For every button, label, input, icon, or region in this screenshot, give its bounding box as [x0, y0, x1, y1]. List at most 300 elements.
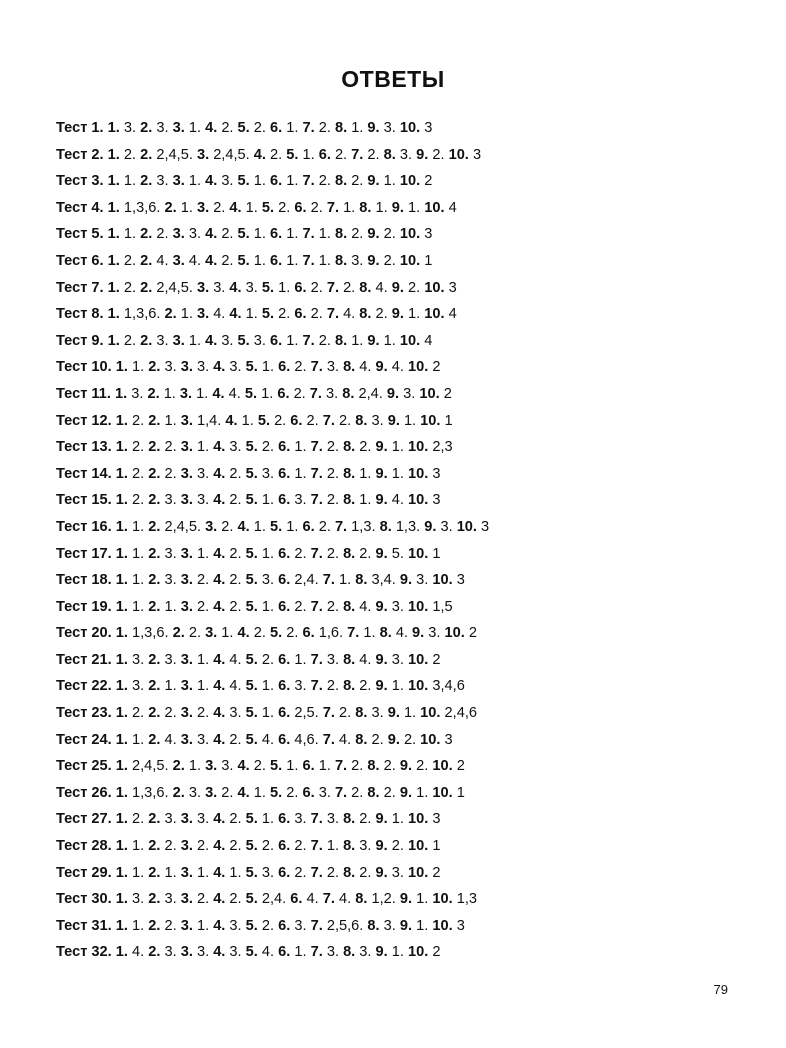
question-number: 1.: [115, 412, 128, 429]
question-number: 10.: [408, 439, 429, 456]
question-number: 5.: [245, 545, 258, 562]
question-number: 6.: [278, 705, 291, 722]
question-number: 3.: [205, 758, 218, 775]
answer-value: 2: [424, 173, 433, 190]
question-number: 2.: [140, 332, 153, 349]
question-number: 3.: [180, 705, 193, 722]
answer-value: 3.: [156, 120, 169, 136]
answer-value: 1.: [164, 412, 177, 429]
answer-value: 2: [432, 944, 441, 961]
answer-value: 3.: [326, 811, 339, 828]
question-number: 4.: [213, 864, 226, 881]
question-number: 10.: [420, 731, 441, 748]
answer-row: [56, 144, 756, 171]
question-number: 8.: [343, 465, 356, 482]
answer-value: 2: [443, 385, 452, 402]
question-number: 6.: [278, 359, 291, 376]
question-number: 5.: [237, 173, 250, 190]
question-number: 6.: [278, 651, 291, 668]
question-number: 6.: [302, 625, 315, 642]
answer-value: 4.: [156, 252, 169, 269]
question-number: 9.: [391, 199, 404, 216]
answer-value: 2.: [132, 811, 145, 828]
answer-row: [56, 702, 756, 729]
answer-value: 1.: [188, 332, 202, 349]
answer-value: 2.: [383, 784, 396, 801]
question-number: 3.: [172, 332, 185, 349]
question-number: 7.: [322, 731, 335, 748]
answer-value: 3.: [188, 784, 201, 801]
question-number: 5.: [245, 651, 258, 668]
answer-value: 5.: [391, 545, 404, 562]
answer-row: [56, 543, 756, 570]
answer-value: 2.: [164, 439, 177, 456]
answer-value: 3.: [261, 465, 275, 482]
question-number: 4.: [229, 306, 242, 323]
test-label: Тест 11.: [56, 385, 111, 402]
question-number: 6.: [318, 146, 331, 163]
question-number: 7.: [322, 705, 335, 722]
question-number: 4.: [205, 173, 218, 190]
question-number: 7.: [351, 146, 364, 163]
question-number: 9.: [387, 731, 400, 748]
question-number: 2.: [140, 173, 153, 190]
answer-value: 1.: [359, 492, 372, 509]
answer-value: 1.: [383, 332, 396, 349]
answer-value: 2,5.: [294, 705, 319, 722]
answer-value: 2: [432, 359, 441, 376]
answer-value: 1.: [180, 306, 193, 323]
test-label: Тест 25.: [56, 758, 112, 775]
answer-value: 1.: [343, 199, 356, 216]
answer-value: 2,4,6: [444, 705, 477, 722]
test-label: Тест 21.: [56, 651, 112, 668]
answer-value: 2.: [196, 705, 210, 722]
question-number: 3.: [205, 784, 218, 801]
question-number: 8.: [355, 572, 368, 589]
answer-value: 2.: [371, 731, 384, 748]
answer-value: 2.: [196, 838, 210, 855]
question-number: 8.: [359, 306, 372, 323]
question-number: 3.: [172, 226, 185, 243]
answer-value: 2.: [383, 226, 396, 243]
answer-value: 2.: [132, 439, 145, 456]
answer-value: 2.: [359, 864, 372, 881]
answer-value: 2,4.: [358, 385, 383, 402]
answer-value: 3.: [164, 944, 177, 961]
question-number: 1.: [115, 705, 128, 722]
answer-value: 2,4.: [261, 891, 287, 908]
question-number: 8.: [359, 199, 372, 216]
question-number: 9.: [367, 173, 380, 190]
question-number: 7.: [302, 226, 315, 243]
question-number: 7.: [310, 598, 323, 615]
question-number: 6.: [302, 758, 315, 775]
answer-value: 3.: [383, 120, 396, 136]
question-number: 5.: [261, 199, 275, 216]
answer-value: 3.: [164, 572, 177, 589]
answer-row: [56, 569, 756, 596]
answer-value: 2,4.: [294, 572, 319, 589]
question-number: 5.: [245, 944, 258, 961]
answers-list: [56, 117, 756, 968]
question-number: 7.: [326, 199, 339, 216]
question-number: 5.: [237, 226, 250, 243]
answer-value: 1.: [261, 811, 275, 828]
question-number: 4.: [213, 678, 226, 695]
question-number: 10.: [432, 784, 453, 801]
answer-value: 3: [432, 811, 441, 828]
question-number: 6.: [294, 279, 307, 296]
answer-value: 1.: [351, 120, 364, 136]
question-number: 5.: [245, 492, 258, 509]
question-number: 2.: [140, 226, 153, 243]
answer-value: 2.: [293, 385, 306, 402]
question-number: 5.: [245, 705, 258, 722]
question-number: 1.: [107, 279, 120, 296]
answer-value: 3.: [391, 598, 404, 615]
answer-value: 3.: [229, 705, 242, 722]
answer-row: [56, 835, 756, 862]
answer-value: 1.: [318, 226, 331, 243]
answer-value: 3: [481, 518, 490, 535]
answer-value: 1.: [132, 917, 145, 934]
answer-value: 3.: [229, 439, 242, 456]
question-number: 8.: [343, 838, 356, 855]
answer-value: 2.: [339, 705, 352, 722]
question-number: 9.: [399, 784, 413, 801]
answer-value: 1.: [188, 120, 202, 136]
answer-value: 1.: [123, 226, 137, 243]
question-number: 8.: [367, 784, 380, 801]
question-number: 5.: [245, 864, 258, 881]
answer-value: 3: [432, 492, 441, 509]
answer-value: 1,3.: [351, 518, 376, 535]
question-number: 8.: [355, 891, 368, 908]
question-number: 10.: [408, 359, 429, 376]
answer-row: [56, 675, 756, 702]
question-number: 1.: [115, 465, 128, 482]
question-number: 8.: [343, 864, 356, 881]
answer-row: [56, 383, 756, 410]
question-number: 2.: [148, 838, 161, 855]
question-number: 5.: [270, 758, 283, 775]
answer-value: 3.: [221, 332, 234, 349]
question-number: 4.: [213, 811, 226, 828]
answer-value: 3.: [164, 545, 177, 562]
question-number: 2.: [148, 731, 161, 748]
answer-value: 3.: [326, 385, 339, 402]
question-number: 6.: [294, 199, 307, 216]
question-number: 5.: [245, 572, 258, 589]
question-number: 9.: [367, 226, 380, 243]
question-number: 1.: [115, 359, 128, 376]
answer-value: 1.: [261, 705, 275, 722]
question-number: 4.: [213, 598, 226, 615]
answer-value: 1.: [286, 332, 299, 349]
question-number: 3.: [180, 545, 193, 562]
answer-value: 3,4.: [371, 572, 396, 589]
answer-value: 1.: [278, 279, 291, 296]
answer-value: 1.: [261, 678, 275, 695]
test-label: Тест 30.: [56, 891, 112, 908]
answer-value: 2.: [318, 332, 331, 349]
answer-value: 3: [432, 465, 441, 482]
question-number: 6.: [270, 252, 283, 269]
question-number: 2.: [164, 199, 177, 216]
test-label: Тест 20.: [56, 625, 112, 642]
answer-value: 1.: [294, 439, 307, 456]
question-number: 8.: [334, 120, 348, 136]
answer-value: 2.: [310, 306, 323, 323]
question-number: 2.: [148, 359, 161, 376]
test-label: Тест 13.: [56, 439, 112, 456]
question-number: 5.: [245, 678, 258, 695]
question-number: 2.: [148, 412, 161, 429]
question-number: 10.: [399, 226, 421, 243]
question-number: 1.: [115, 838, 128, 855]
answer-value: 1.: [261, 492, 275, 509]
answer-value: 3.: [351, 252, 364, 269]
question-number: 2.: [147, 385, 160, 402]
answer-value: 1: [424, 252, 433, 269]
question-number: 9.: [375, 838, 388, 855]
question-number: 9.: [375, 492, 388, 509]
test-label: Тест 4.: [56, 199, 104, 216]
answer-value: 3.: [156, 332, 169, 349]
question-number: 3.: [172, 173, 185, 190]
question-number: 8.: [367, 758, 380, 775]
answer-value: 3.: [196, 944, 210, 961]
answer-row: [56, 649, 756, 676]
answer-value: 1.: [286, 518, 299, 535]
question-number: 2.: [172, 625, 185, 642]
answer-value: 1: [444, 412, 453, 429]
question-number: 10.: [408, 678, 429, 695]
question-number: 3.: [172, 120, 185, 136]
answer-value: 3.: [359, 944, 372, 961]
answer-value: 3.: [261, 572, 275, 589]
answer-value: 1.: [261, 545, 275, 562]
question-number: 3.: [180, 678, 193, 695]
answer-value: 2.: [278, 199, 291, 216]
question-number: 8.: [343, 811, 356, 828]
answer-value: 2.: [318, 173, 331, 190]
answer-value: 2.: [326, 864, 339, 881]
answer-value: 1,4.: [196, 412, 222, 429]
question-number: 2.: [148, 492, 161, 509]
answer-value: 2.: [306, 412, 319, 429]
question-number: 1.: [115, 492, 128, 509]
question-number: 10.: [408, 598, 429, 615]
answer-value: 2.: [261, 439, 275, 456]
answer-value: 3: [456, 572, 465, 589]
answer-value: 4.: [359, 651, 372, 668]
answer-value: 3: [444, 731, 453, 748]
question-number: 2.: [172, 784, 185, 801]
answer-value: 2.: [164, 705, 177, 722]
answer-value: 1.: [253, 252, 266, 269]
question-number: 9.: [375, 465, 388, 482]
answer-value: 4.: [188, 252, 202, 269]
answer-value: 2.: [253, 758, 266, 775]
answer-value: 1.: [408, 306, 421, 323]
answer-row: [56, 729, 756, 756]
question-number: 1.: [115, 545, 128, 562]
question-number: 1.: [107, 146, 120, 163]
question-number: 1.: [115, 678, 128, 695]
question-number: 7.: [302, 252, 315, 269]
question-number: 6.: [278, 678, 291, 695]
answer-value: 1.: [261, 598, 275, 615]
question-number: 9.: [375, 678, 388, 695]
answer-value: 1.: [359, 465, 372, 482]
answer-value: 1.: [132, 518, 145, 535]
answer-value: 2.: [326, 598, 339, 615]
question-number: 7.: [310, 359, 323, 376]
answer-value: 4.: [261, 944, 275, 961]
answer-value: 3.: [391, 651, 404, 668]
question-number: 2.: [148, 705, 161, 722]
answer-value: 2.: [123, 146, 137, 163]
answer-value: 2.: [286, 784, 299, 801]
question-number: 4.: [205, 252, 218, 269]
question-number: 9.: [375, 545, 388, 562]
question-number: 2.: [148, 465, 161, 482]
answer-value: 3.: [294, 811, 307, 828]
question-number: 10.: [456, 518, 477, 535]
answer-value: 1.: [286, 173, 299, 190]
answer-value: 1.: [253, 173, 266, 190]
question-number: 10.: [399, 173, 421, 190]
answer-row: [56, 436, 756, 463]
question-number: 7.: [326, 306, 339, 323]
question-number: 7.: [326, 279, 339, 296]
answer-value: 2.: [229, 598, 242, 615]
question-number: 2.: [140, 252, 153, 269]
question-number: 10.: [424, 279, 445, 296]
question-number: 1.: [115, 944, 128, 961]
answer-value: 2.: [351, 226, 364, 243]
answer-value: 1,3.: [395, 518, 421, 535]
question-number: 5.: [237, 332, 250, 349]
question-number: 4.: [205, 332, 218, 349]
question-number: 2.: [148, 944, 161, 961]
answer-value: 3.: [196, 731, 210, 748]
question-number: 8.: [342, 385, 355, 402]
question-number: 9.: [391, 306, 404, 323]
question-number: 9.: [386, 385, 400, 402]
question-number: 1.: [107, 199, 120, 216]
question-number: 8.: [355, 731, 368, 748]
test-label: Тест 23.: [56, 705, 112, 722]
answer-row: [56, 915, 756, 942]
answer-row: [56, 356, 756, 383]
question-number: 6.: [290, 412, 303, 429]
answer-value: 2.: [383, 252, 396, 269]
question-number: 9.: [375, 598, 388, 615]
question-number: 5.: [237, 252, 250, 269]
question-number: 7.: [334, 518, 348, 535]
question-number: 10.: [424, 306, 445, 323]
question-number: 4.: [205, 120, 218, 136]
test-label: Тест 3.: [56, 173, 104, 190]
question-number: 7.: [310, 838, 323, 855]
answer-value: 2.: [294, 359, 307, 376]
answer-value: 3.: [196, 492, 210, 509]
test-label: Тест 18.: [56, 572, 112, 589]
answer-value: 2.: [310, 199, 323, 216]
answer-value: 2.: [326, 545, 339, 562]
answer-value: 2.: [326, 465, 339, 482]
answer-value: 2.: [383, 758, 396, 775]
question-number: 4.: [237, 784, 250, 801]
question-number: 9.: [375, 439, 388, 456]
test-label: Тест 31.: [56, 917, 112, 934]
question-number: 6.: [278, 572, 291, 589]
answer-value: 3.: [371, 705, 384, 722]
answer-value: 1.: [180, 199, 193, 216]
question-number: 7.: [302, 120, 315, 136]
answer-value: 2.: [229, 731, 242, 748]
question-number: 5.: [245, 359, 258, 376]
question-number: 9.: [367, 252, 380, 269]
question-number: 6.: [278, 439, 291, 456]
answer-value: 1.: [403, 705, 417, 722]
answer-value: 1.: [221, 625, 234, 642]
question-number: 1.: [115, 518, 128, 535]
question-number: 1.: [107, 332, 120, 349]
answer-value: 4.: [395, 625, 408, 642]
answer-value: 2.: [408, 279, 421, 296]
answer-value: 1.: [132, 572, 145, 589]
question-number: 1.: [115, 811, 128, 828]
question-number: 8.: [359, 279, 372, 296]
answer-value: 1.: [196, 651, 210, 668]
question-number: 3.: [180, 864, 193, 881]
question-number: 3.: [180, 412, 193, 429]
answer-value: 1.: [261, 385, 274, 402]
answer-value: 4.: [229, 678, 242, 695]
answer-value: 1.: [196, 385, 209, 402]
question-number: 10.: [408, 492, 429, 509]
question-number: 2.: [148, 545, 161, 562]
answer-value: 2.: [196, 598, 210, 615]
question-number: 8.: [334, 226, 348, 243]
answer-value: 2.: [132, 705, 145, 722]
question-number: 9.: [375, 651, 388, 668]
question-number: 7.: [310, 545, 323, 562]
question-number: 7.: [310, 811, 323, 828]
answer-row: [56, 888, 756, 915]
question-number: 5.: [245, 439, 258, 456]
answer-value: 2.: [156, 226, 169, 243]
answer-row: [56, 516, 756, 543]
answer-value: 3.: [196, 811, 210, 828]
answer-value: 1.: [123, 173, 137, 190]
answer-value: 2.: [391, 838, 404, 855]
answer-value: 2.: [339, 412, 352, 429]
question-number: 5.: [244, 385, 258, 402]
question-number: 6.: [277, 385, 290, 402]
answer-value: 2.: [188, 625, 201, 642]
answer-value: 1.: [132, 731, 145, 748]
answer-value: 3.: [318, 784, 331, 801]
question-number: 6.: [278, 492, 291, 509]
answer-row: [56, 223, 756, 250]
question-number: 8.: [367, 917, 380, 934]
question-number: 8.: [355, 705, 368, 722]
